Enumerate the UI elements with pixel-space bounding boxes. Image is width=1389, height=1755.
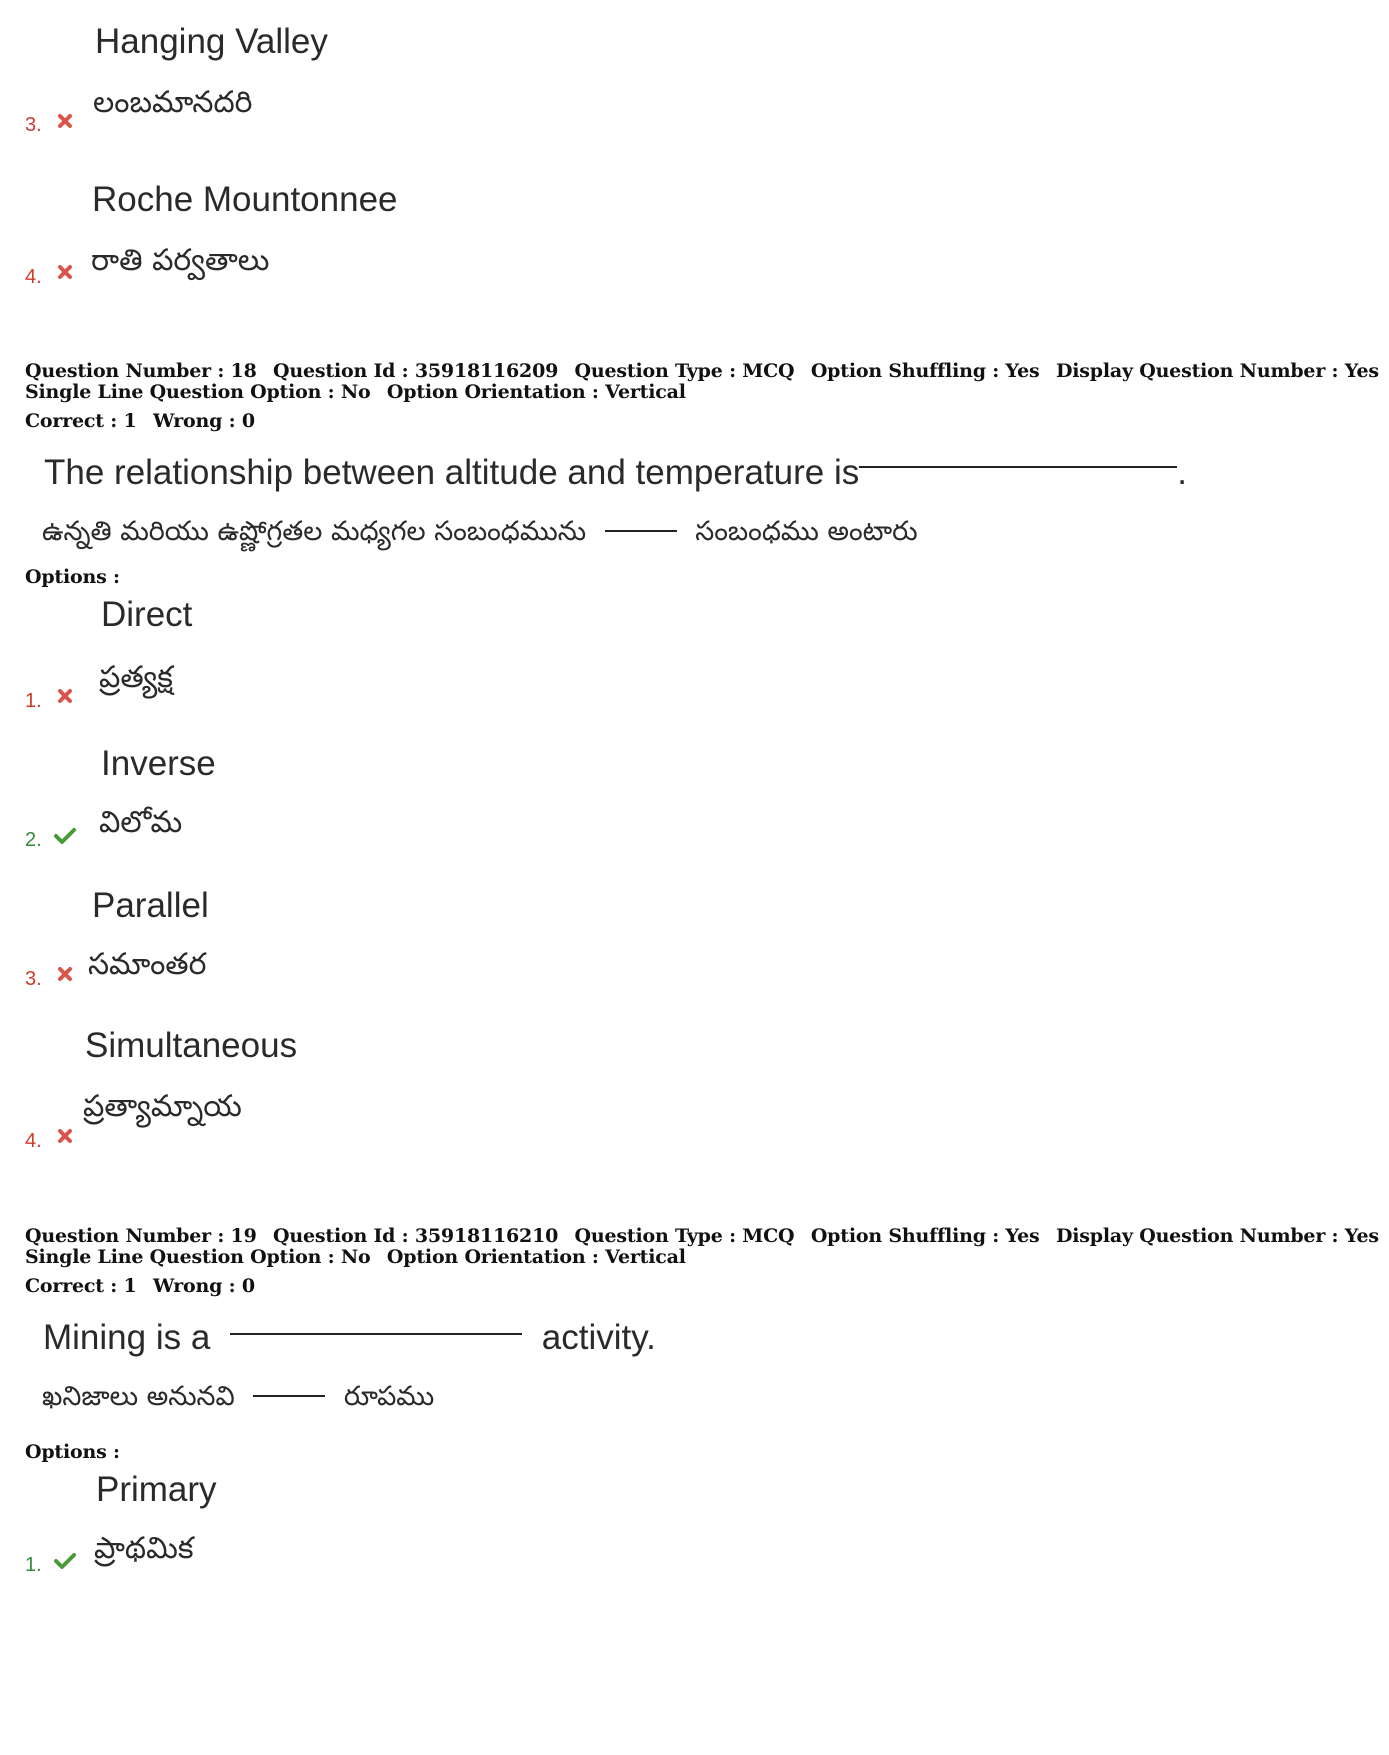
marks-correct: Correct : 1 (25, 410, 137, 432)
marks-wrong: Wrong : 0 (152, 410, 255, 432)
question-meta-line2 (25, 383, 696, 402)
option-number: 1. (25, 690, 42, 712)
option-text-te: ప్రత్యామ్నాయ (83, 1089, 242, 1124)
cross-icon (55, 1126, 75, 1146)
options-label: Options : (25, 1441, 120, 1463)
option-number: 4. (25, 266, 42, 288)
question-id: Question Id : 35918116210 (273, 1225, 559, 1247)
option-text-en: Inverse (101, 744, 216, 783)
cross-icon (55, 686, 75, 706)
cross-icon (55, 964, 75, 984)
options-label: Options : (25, 566, 120, 588)
question-type: Question Type : MCQ (574, 1225, 795, 1247)
option-text-te: ప్రత్యక్ష (99, 660, 173, 695)
question-text-te (42, 1383, 434, 1410)
option-number: 4. (25, 1130, 42, 1152)
single-line-option: Single Line Question Option : No (25, 381, 371, 403)
question-text-en-before: The relationship between altitude and temperature is (44, 453, 860, 492)
option-text-en: Simultaneous (85, 1026, 298, 1065)
question-number: Question Number : 19 (25, 1225, 257, 1247)
option-text-en: Parallel (92, 886, 209, 925)
question-text-en-before: Mining is a (43, 1318, 211, 1357)
question-text-en (43, 1320, 656, 1355)
option-text-en: Roche Mountonnee (92, 180, 398, 219)
cross-icon (55, 262, 75, 282)
check-icon (53, 1551, 77, 1571)
answer-blank (230, 1333, 522, 1335)
question-id: Question Id : 35918116209 (273, 360, 559, 382)
option-number: 2. (25, 829, 42, 851)
question-text-te-after: రూపము (343, 1381, 435, 1412)
marks-wrong: Wrong : 0 (152, 1275, 255, 1297)
option-text-te: సమాంతర (88, 947, 207, 982)
option-number: 3. (25, 968, 42, 990)
answer-blank (605, 530, 677, 532)
answer-blank (253, 1395, 325, 1397)
option-number: 3. (25, 114, 42, 136)
question-text-te-before: ఖనిజాలు అనునవి (42, 1381, 235, 1412)
marks-correct: Correct : 1 (25, 1275, 137, 1297)
display-question-number: Display Question Number : Yes (1055, 1225, 1379, 1247)
option-shuffling: Option Shuffling : Yes (810, 1225, 1040, 1247)
option-number: 1. (25, 1554, 42, 1576)
option-text-te: లంబమానదరి (93, 85, 253, 120)
option-text-en: Primary (96, 1470, 217, 1509)
question-text-en-after: . (1177, 453, 1187, 492)
answer-blank (859, 466, 1177, 468)
question-text-en (44, 455, 1187, 490)
question-text-te (42, 518, 918, 545)
question-marks (25, 1277, 265, 1296)
single-line-option: Single Line Question Option : No (25, 1246, 371, 1268)
option-text-te: విలోమ (99, 805, 183, 840)
question-type: Question Type : MCQ (574, 360, 795, 382)
question-meta-line2 (25, 1248, 696, 1267)
question-marks (25, 412, 265, 431)
question-text-te-after: సంబంధము అంటారు (695, 516, 918, 547)
option-orientation: Option Orientation : Vertical (386, 1246, 686, 1268)
option-shuffling: Option Shuffling : Yes (810, 360, 1040, 382)
question-meta-line1 (25, 362, 1389, 381)
question-text-te-before: ఉన్నతి మరియు ఉష్ణోగ్రతల మధ్యగల సంబంధమును (42, 516, 587, 547)
display-question-number: Display Question Number : Yes (1055, 360, 1379, 382)
question-number: Question Number : 18 (25, 360, 257, 382)
cross-icon (55, 111, 75, 131)
question-text-en-after: activity. (541, 1318, 656, 1357)
option-orientation: Option Orientation : Vertical (386, 381, 686, 403)
option-text-te: రాతి పర్వతాలు (91, 243, 270, 278)
option-text-en: Direct (101, 595, 193, 634)
question-meta-line1 (25, 1227, 1389, 1246)
option-text-te: ప్రాథమిక (94, 1531, 194, 1566)
option-text-en: Hanging Valley (95, 22, 328, 61)
check-icon (53, 826, 77, 846)
